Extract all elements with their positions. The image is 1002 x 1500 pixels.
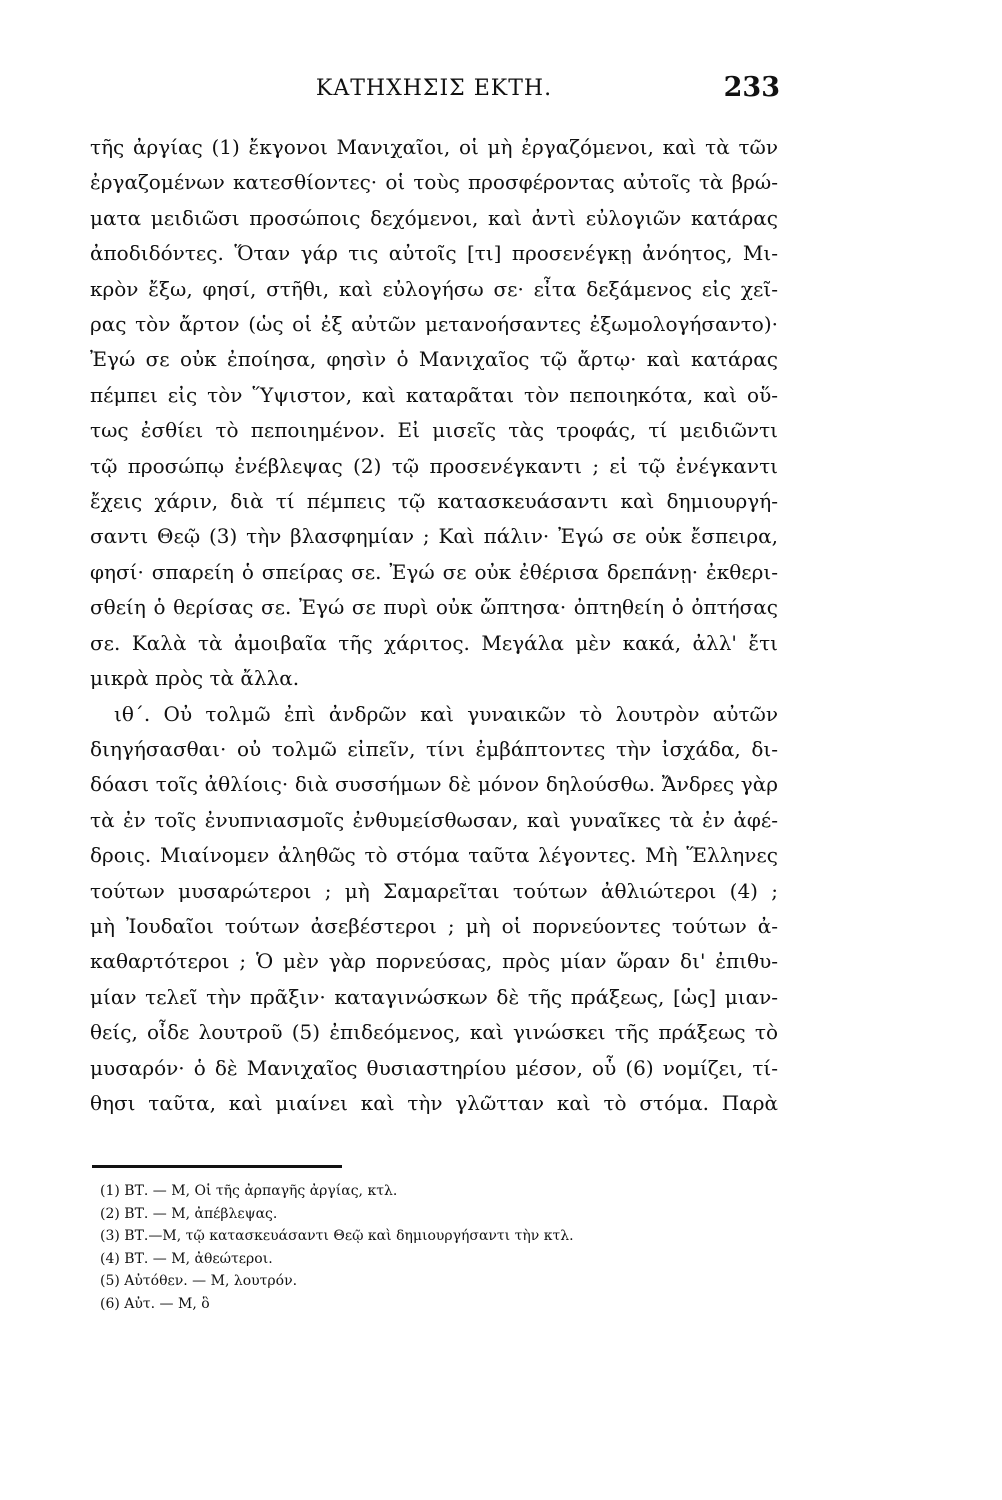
- text-line: ἐργαζομένων κατεσθίοντες· οἱ τοὺς προσφέροντας αὐτοῖς τὰ βρώ-: [90, 170, 778, 195]
- text-line: πέμπει εἰς τὸν Ὕψιστον, καὶ καταρᾶται τὸν πεποιηκότα, καὶ οὕ-: [90, 382, 778, 407]
- text-line: τῆς ἀργίας (1) ἔκγονοι Μανιχαῖοι, οἱ μὴ ἐργαζόμενοι, καὶ τὰ τῶν: [90, 135, 778, 159]
- footnote: (2) ΒΤ. — Μ, ἀπέβλεψας.: [100, 1205, 278, 1222]
- text-line: τως ἐσθίει τὸ πεποιημένον. Εἰ μισεῖς τὰς τροφάς, τί μειδιῶντι: [90, 418, 778, 443]
- running-title: ΚΑΤΗΧΗΣΙΣ ΕΚΤΗ.: [315, 76, 553, 101]
- footnote: (5) Αὐτόθεν. — Μ, λουτρόν.: [100, 1273, 298, 1289]
- text-line: τῷ προσώπῳ ἐνέβλεψας (2) τῷ προσενέγκαντι ; εἰ τῷ ἐνέγκαντι: [90, 453, 778, 478]
- text-line: θείς, οἶδε λουτροῦ (5) ἐπιδεόμενος, καὶ γινώσκει τῆς πράξεως τὸ: [90, 1020, 778, 1045]
- text-line: μυσαρόν· ὁ δὲ Μανιχαῖος θυσιαστηρίου μέσον, οὗ (6) νομίζει, τί-: [90, 1055, 778, 1080]
- text-line: κρὸν ἔξω, φησί, στῆθι, καὶ εὐλογήσω σε· εἶτα δεξάμενος εἰς χεῖ-: [90, 276, 778, 301]
- text-line: τούτων μυσαρώτεροι ; μὴ Σαμαρεῖται τούτων ἀθλιώτεροι (4) ;: [90, 878, 778, 903]
- text-line: Ἐγώ σε οὐκ ἐποίησα, φησὶν ὁ Μανιχαῖος τῷ ἄρτῳ· καὶ κατάρας: [90, 347, 778, 372]
- footnote: (6) Αὐτ. — Μ, ὃ: [100, 1295, 210, 1312]
- text-line: μικρὰ πρὸς τὰ ἄλλα.: [90, 666, 300, 691]
- footnotes: [100, 1180, 740, 1315]
- text-line: ρας τὸν ἄρτον (ὡς οἱ ἐξ αὐτῶν μετανοήσαντες ἐξωμολογήσαντο)·: [90, 312, 778, 337]
- footnote: (4) ΒΤ. — Μ, ἀθεώτεροι.: [100, 1250, 273, 1267]
- text-line: δροις. Μιαίνομεν ἀληθῶς τὸ στόμα ταῦτα λέγοντες. Μὴ Ἕλληνες: [90, 843, 778, 868]
- paragraph-start-line: ιθ΄. Οὐ τολμῶ ἐπὶ ἀνδρῶν καὶ γυναικῶν τὸ λουτρὸν αὐτῶν: [114, 701, 778, 726]
- text-line: ἀποδιδόντες. Ὅταν γάρ τις αὐτοῖς [τι] προσενέγκῃ ἀνόητος, Μι-: [90, 241, 778, 266]
- text-line: ματα μειδιῶσι προσώποις δεχόμενοι, καὶ ἀντὶ εὐλογιῶν κατάρας: [90, 205, 778, 230]
- text-line: διηγήσασθαι· οὐ τολμῶ εἰπεῖν, τίνι ἐμβάπτοντες τὴν ἰσχάδα, δι-: [90, 736, 778, 761]
- page-header: [88, 72, 780, 112]
- text-line: ἔχεις χάριν, διὰ τί πέμπεις τῷ κατασκευάσαντι καὶ δημιουργή-: [90, 489, 778, 514]
- text-line: μίαν τελεῖ τὴν πρᾶξιν· καταγινώσκων δὲ τῆς πράξεως, [ὡς] μιαν-: [90, 984, 778, 1009]
- footnote-divider: [92, 1165, 342, 1168]
- page-number: 233: [723, 72, 780, 103]
- text-line: θησι ταῦτα, καὶ μιαίνει καὶ τὴν γλῶτταν καὶ τὸ στόμα. Παρὰ: [90, 1090, 778, 1115]
- text-line: καθαρτότεροι ; Ὁ μὲν γὰρ πορνεύσας, πρὸς μίαν ὥραν δι' ἐπιθυ-: [90, 949, 778, 974]
- text-line: σαντι Θεῷ (3) τὴν βλασφημίαν ; Καὶ πάλιν· Ἐγώ σε οὐκ ἔσπειρα,: [90, 524, 778, 549]
- main-text: [90, 130, 778, 1121]
- text-line: σε. Καλὰ τὰ ἀμοιβαῖα τῆς χάριτος. Μεγάλα μὲν κακά, ἀλλ' ἔτι: [90, 630, 778, 655]
- text-line: μὴ Ἰουδαῖοι τούτων ἀσεβέστεροι ; μὴ οἱ πορνεύοντες τούτων ἀ-: [90, 913, 778, 938]
- footnote: (1) ΒΤ. — Μ, Οἱ τῆς ἀρπαγῆς ἀργίας, κτλ.: [100, 1183, 398, 1199]
- text-line: σθείη ὁ θερίσας σε. Ἐγώ σε πυρὶ οὐκ ὤπτησα· ὀπτηθείη ὁ ὀπτήσας: [90, 595, 778, 620]
- text-line: δόασι τοῖς ἀθλίοις· διὰ συσσήμων δὲ μόνον δηλούσθω. Ἄνδρες γὰρ: [90, 772, 778, 797]
- text-line: τὰ ἐν τοῖς ἐνυπνιασμοῖς ἐνθυμείσθωσαν, καὶ γυναῖκες τὰ ἐν ἀφέ-: [90, 807, 778, 832]
- footnote: (3) ΒΤ.—Μ, τῷ κατασκευάσαντι Θεῷ καὶ δημιουργήσαντι τὴν κτλ.: [100, 1228, 574, 1244]
- text-line: φησί· σπαρείη ὁ σπείρας σε. Ἐγώ σε οὐκ ἐθέρισα δρεπάνῃ· ἐκθερι-: [90, 559, 778, 584]
